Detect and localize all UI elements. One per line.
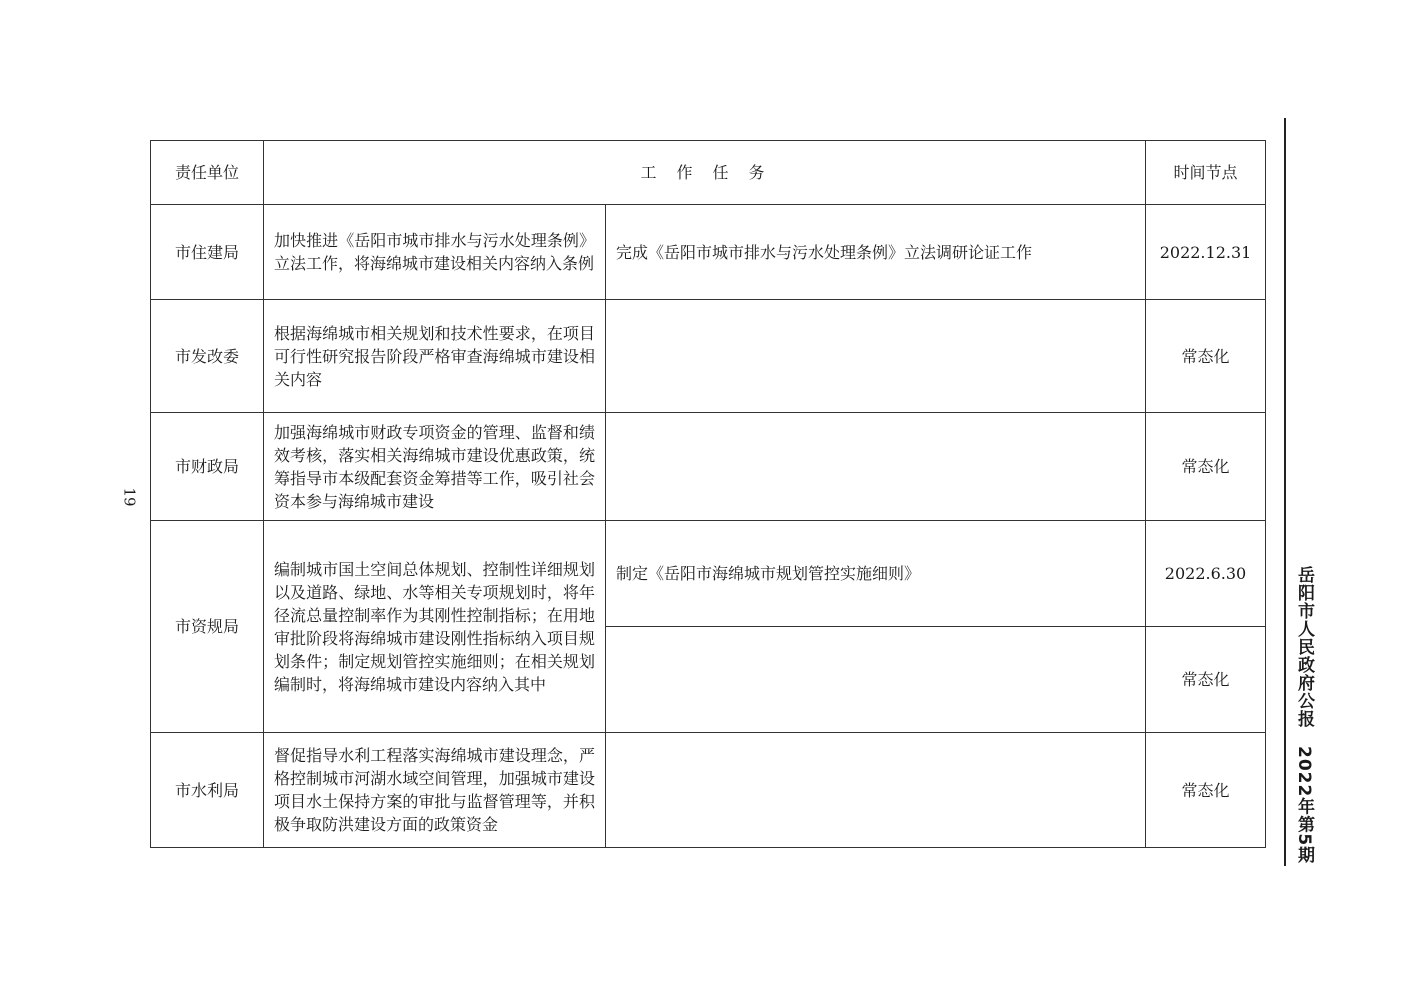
row-task: 加快推进《岳阳市城市排水与污水处理条例》立法工作，将海绵城市建设相关内容纳入条例 — [264, 205, 606, 300]
header-unit: 责任单位 — [151, 141, 264, 205]
row-deadline: 2022.6.30 — [1146, 521, 1266, 627]
header-task: 工作任务 — [264, 141, 1146, 205]
page-number: 19 — [120, 487, 139, 507]
row-unit: 市住建局 — [151, 205, 264, 300]
row-detail: 完成《岳阳市城市排水与污水处理条例》立法调研论证工作 — [606, 205, 1146, 300]
row-task: 加强海绵城市财政专项资金的管理、监督和绩效考核，落实相关海绵城市建设优惠政策，统筹指导市本级配套资金筹措等工作，吸引社会资本参与海绵城市建设 — [264, 413, 606, 521]
row-task: 根据海绵城市相关规划和技术性要求，在项目可行性研究报告阶段严格审查海绵城市建设相关内容 — [264, 300, 606, 413]
row-task: 督促指导水利工程落实海绵城市建设理念，严格控制城市河湖水域空间管理，加强城市建设项目水土保持方案的审批与监督管理等，并积极争取防洪建设方面的政策资金 — [264, 733, 606, 848]
journal-title — [1292, 566, 1317, 864]
row-unit: 市发改委 — [151, 300, 264, 413]
header-deadline: 时间节点 — [1146, 141, 1266, 205]
row-deadline: 常态化 — [1146, 627, 1266, 733]
row-deadline: 2022.12.31 — [1146, 205, 1266, 300]
row-detail: 制定《岳阳市海绵城市规划管控实施细则》 — [606, 521, 1146, 627]
row-task: 编制城市国土空间总体规划、控制性详细规划以及道路、绿地、水等相关专项规划时，将年径流总量控制率作为其刚性控制指标；在用地审批阶段将海绵城市建设刚性指标纳入项目规划条件；制定规划管控实施细则；在相关规划编制时，将海绵城市建设内容纳入其中 — [264, 521, 606, 733]
task-table — [150, 140, 1266, 848]
row-detail — [606, 300, 1146, 413]
table-row — [151, 413, 1266, 521]
margin-rule — [1284, 118, 1286, 866]
row-detail — [606, 733, 1146, 848]
row-deadline: 常态化 — [1146, 413, 1266, 521]
row-unit: 市财政局 — [151, 413, 264, 521]
table-row — [151, 300, 1266, 413]
row-deadline: 常态化 — [1146, 300, 1266, 413]
row-deadline: 常态化 — [1146, 733, 1266, 848]
journal-issue: 2022年第5期 — [1294, 746, 1314, 865]
table-row — [151, 733, 1266, 848]
table-row — [151, 521, 1266, 627]
table-header-row — [151, 141, 1266, 205]
row-detail — [606, 627, 1146, 733]
journal-name: 岳阳市人民政府公报 — [1294, 566, 1314, 728]
row-unit: 市水利局 — [151, 733, 264, 848]
row-detail — [606, 413, 1146, 521]
table-row — [151, 205, 1266, 300]
row-unit: 市资规局 — [151, 521, 264, 733]
